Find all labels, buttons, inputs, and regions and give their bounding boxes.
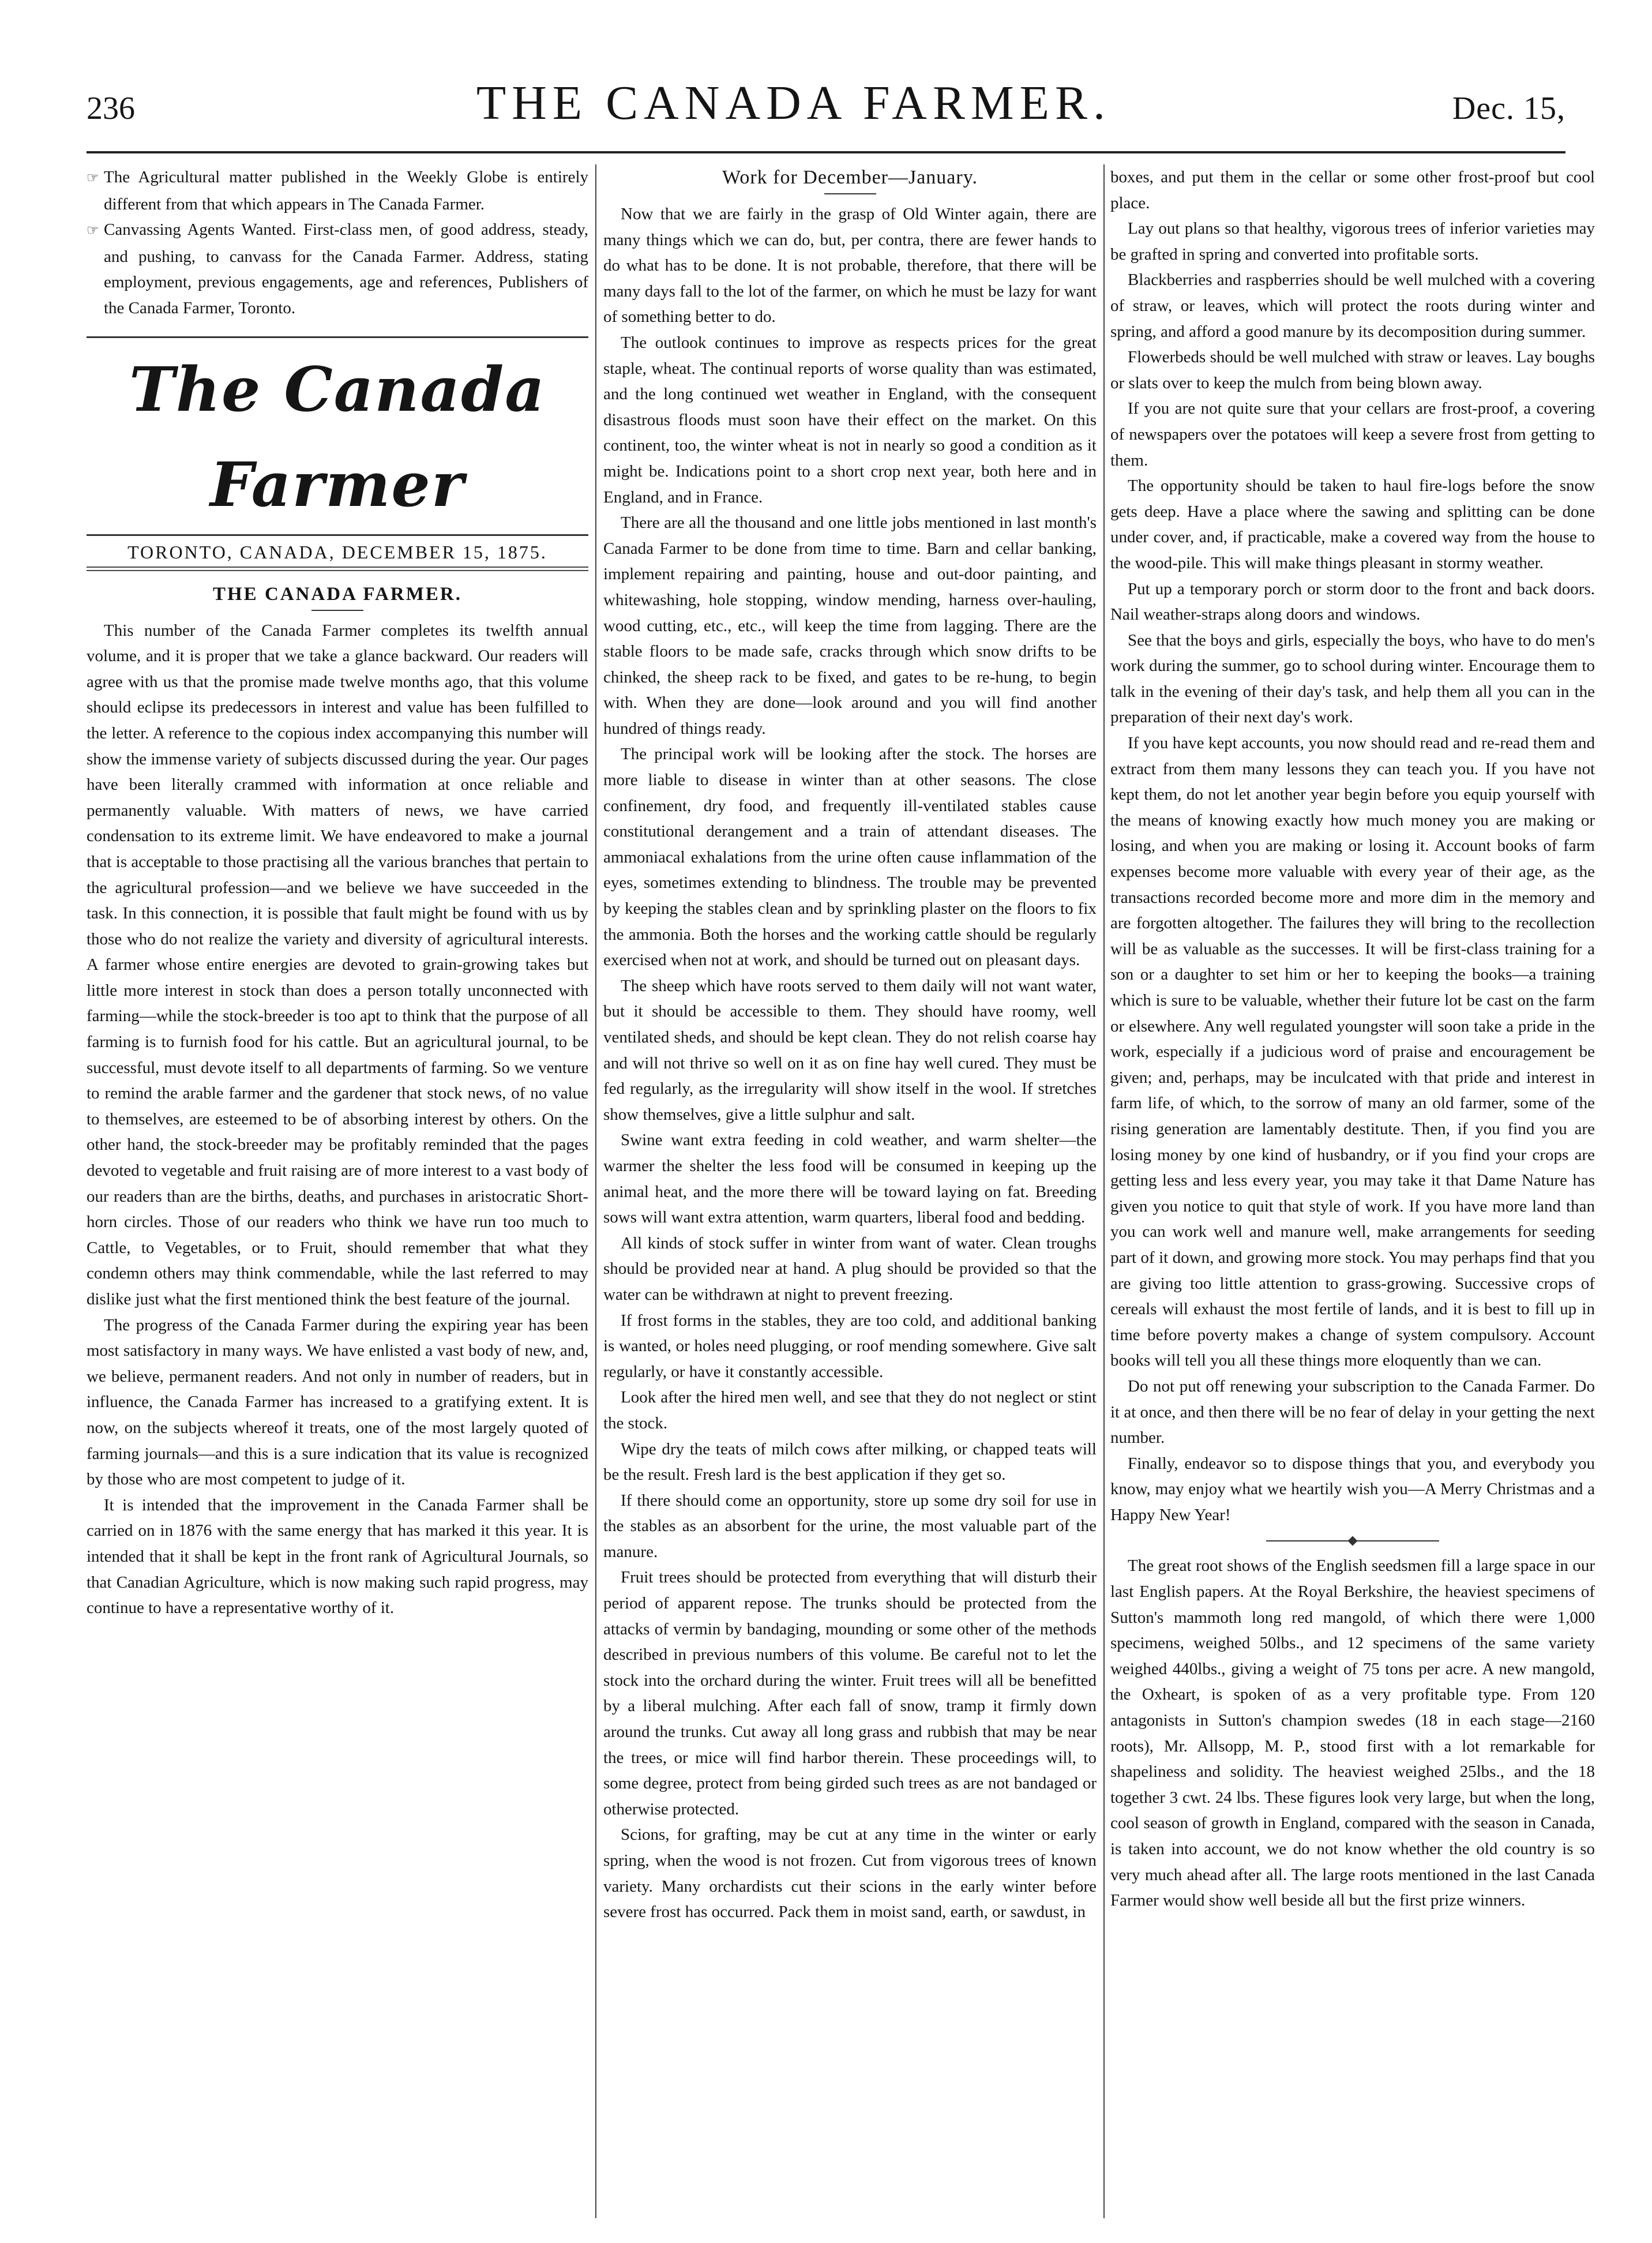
running-title: THE CANADA FARMER.	[476, 76, 1112, 130]
article-paragraph: See that the boys and girls, especially the boys, who have to do men's work during the summer, go to school during winter. Encourage them to talk in the evening of their day's task, and help them all you can in the preparation of their next day's work.	[1110, 631, 1595, 727]
article-paragraph: There are all the thousand and one little jobs mentioned in last month's Canada Farmer to be done from time to time. Barn and cellar banking, implement repairing and painting, house and out-door painting, and whitewashing, hole stopping, window mending, harness over-hauling, wood cutting, etc., etc., will keep the time from lagging. There are the stable floors to be made safe, cracks through which snow drifts to be chinked, the sheep rack to be fixed, and gates to be re-hung, to begin with. When they are done—look around and you will find another hundred of things ready.	[603, 513, 1097, 738]
column-divider	[595, 164, 596, 2218]
article-paragraph: The opportunity should be taken to haul fire-logs before the snow gets deep. Have a place where the sawing and splitting can be done under cover, and, if practicable, make a covered way from the house to the wood-pile. This will make things pleasant in stormy weather.	[1110, 477, 1595, 572]
article-paragraph: Look after the hired men well, and see that they do not neglect or stint the stock.	[603, 1388, 1097, 1432]
masthead-title: The Canada Farmer	[129, 352, 546, 520]
divider	[311, 610, 363, 611]
ornamental-divider	[1266, 1540, 1439, 1541]
divider	[87, 570, 588, 571]
issue-date: Dec. 15,	[1452, 91, 1565, 126]
pointing-hand-icon: ☞	[87, 223, 99, 239]
column-2	[603, 164, 1097, 2218]
page-number: 236	[87, 91, 135, 126]
column-divider	[1103, 164, 1105, 2218]
article-paragraph: All kinds of stock suffer in winter from want of water. Clean troughs should be provided near at hand. A plug should be provided so that the water can be withdrawn at night to prevent freezing.	[603, 1233, 1097, 1304]
column-1	[87, 164, 588, 2218]
article-paragraph: Fruit trees should be protected from everything that will disturb their period of apparent repose. The trunks should be protected from the attacks of vermin by bandaging, mounding or some other of the methods described in previous numbers of this volume. Be careful not to let the stock into the orchard during the winter. Fruit trees will all be benefitted by a liberal mulching. After each fall of snow, tramp it firmly down around the trunks. Cut away all long grass and rubbish that may be near the trees, or mice will find harbor therein. These proceedings will, to some degree, protect from being girded such trees as are not bandaged or otherwise protected.	[603, 1568, 1097, 1818]
article-paragraph: Flowerbeds should be well mulched with straw or leaves. Lay boughs or slats over to keep the mulch from being blown away.	[1110, 348, 1595, 392]
header-rule	[87, 151, 1565, 153]
notice-paragraph	[87, 217, 588, 321]
article-paragraph: If you are not quite sure that your cellars are frost-proof, a covering of newspapers over the potatoes will keep a severe frost from getting to them.	[1110, 399, 1595, 470]
editorial-paragraph: This number of the Canada Farmer completes its twelfth annual volume, and it is proper that we take a glance backward. Our readers will agree with us that the promise made twelve months ago, that this volume should eclipse its predecessors in interest and value has been fulfilled to the letter. A reference to the copious index accompanying this number will show the immense variety of subjects discussed during the year. Our pages have been literally crammed with information at once reliable and permanently valuable. With matters of news, we have carried condensation to its extreme limit. We have endeavored to make a journal that is acceptable to those practising all the various branches that pertain to the agricultural profession—and we believe we have succeeded in the task. In this connection, it is possible that fault might be found with us by those who do not realize the variety and diversity of agricultural interests. A farmer whose entire energies are devoted to grain-growing takes but little more interest in stock than does a person totally unconnected with farming—while the stock-breeder is too apt to think that the purpose of all farming is to furnish food for his cattle. But an agricultural journal, to be successful, must devote itself to all departments of farming. So we venture to remind the arable farmer and the gardener that stock news, of no value to themselves, are esteemed to be of absorbing interest by others. On the other hand, the stock-breeder may be profitably reminded that the pages devoted to vegetable and fruit raising are of more interest to a vast body of our readers than are the births, deaths, and purchases in aristocratic Short-horn circles. Those of our readers who think we have run too much to Cattle, to Vegetables, or to Fruit, should remember that what they condemn others may think commendable, while the last referred to may dislike just what the first mentioned think the best feature of the journal.	[87, 621, 588, 1308]
article-paragraph: Put up a temporary porch or storm door to the front and back doors. Nail weather-straps along doors and windows.	[1110, 579, 1595, 624]
notice-text: Canvassing Agents Wanted. First-class men, of good address, steady, and pushing, to canvass for the Canada Farmer. Address, stating employment, previous engagements, age and references, Publishers of the Canada Farmer, Toronto.	[104, 220, 588, 317]
dateline: TORONTO, CANADA, DECEMBER 15, 1875.	[127, 541, 547, 562]
article-heading: Work for December—January.	[722, 167, 978, 188]
article-paragraph: If you have kept accounts, you now should read and re-read them and extract from them many lessons they can teach you. If you have not kept them, do not let another year begin before you equip yourself with the means of knowing exactly how much money you are making or losing, and when you are making or losing it. Account books of farm expenses become more valuable with every year of their age, as the transactions recorded become more and more dim in the memory and are forgotten altogether. The failures they will bring to the recollection will be as valuable as the successes. It will be first-class training for a son or a daughter to set him or her to keeping the books—a training which is sure to be valuable, whether their future lot be cast on the farm or elsewhere. Any well regulated youngster will soon take a pride in the work, especially if a judicious word of praise and encouragement be given; and, perhaps, may be inculcated with that pride and interest in farm life, of which, to the sorrow of many an old farmer, some of the rising generation are lamentably destitute. Then, if you find you are losing money by one kind of husbandry, or if you find your crops are getting less and less every year, you may take it that Dame Nature has given you notice to quit that style of work. If you have more land than you can work well and manure well, make arrangements for seeding part of it down, and growing more stock. You may perhaps find that you are giving too little attention to grass-growing. Successive crops of cereals will exhaust the most fertile of lands, and it is best to fill up in time before poverty makes a change of system compulsory. Account books will tell you all these things more eloquently than we can.	[1110, 734, 1595, 1370]
editorial-heading: THE CANADA FARMER.	[213, 583, 462, 605]
editorial-paragraph: The progress of the Canada Farmer during the expiring year has been most satisfactory in many ways. We have enlisted a vast body of new, and, we believe, permanent readers. And not only in number of readers, but in influence, the Canada Farmer has increased to a gratifying extent. It is now, on the subjects whereof it treats, one of the most largely quoted of farming journals—and this is a sure indication that its value is recognized by those who are most competent to judge of it.	[87, 1315, 588, 1489]
article-paragraph: The sheep which have roots served to them daily will not want water, but it should be accessible to them. They should have roomy, well ventilated sheds, and should be kept clean. They do not relish coarse hay and will not thrive so well on it as on fine hay well cured. They must be fed regularly, as the irregularity will show itself in the wool. If stretches show themselves, give a little sulphur and salt.	[603, 976, 1097, 1124]
article-paragraph: Blackberries and raspberries should be well mulched with a covering of straw, or leaves, which will protect the roots during winter and spring, and afford a good manure by its decomposition during summer.	[1110, 271, 1595, 341]
notice-text: The Agricultural matter published in the Weekly Globe is entirely different from that which appears in The Canada Farmer.	[104, 168, 588, 213]
article-paragraph: If frost forms in the stables, they are too cold, and additional banking is wanted, or holes need plugging, or roof mending somewhere. Give salt regularly, or have it constantly accessible.	[603, 1311, 1097, 1381]
article-paragraph: Wipe dry the teats of milch cows after milking, or chapped teats will be the result. Fresh lard is the best application if they get so.	[603, 1439, 1097, 1484]
masthead	[87, 336, 588, 536]
notice-paragraph	[87, 164, 588, 217]
divider	[824, 193, 876, 194]
article-paragraph: If there should come an opportunity, store up some dry soil for use in the stables as an absorbent for the urine, the most valuable part of the manure.	[603, 1491, 1097, 1561]
editorial-paragraph: It is intended that the improvement in the Canada Farmer shall be carried on in 1876 with the same energy that has marked it this year. It is intended that it shall be kept in the front rank of Agricultural Journals, so that Canadian Agriculture, which is now making such rapid progress, may continue to have a representative worthy of it.	[87, 1495, 588, 1618]
article-paragraph: Do not put off renewing your subscription to the Canada Farmer. Do it at once, and then there will be no fear of delay in your getting the next number.	[1110, 1376, 1595, 1447]
article-paragraph: Now that we are fairly in the grasp of Old Winter again, there are many things which we can do, but, per contra, there are fewer hands to do what has to be done. It is not probable, therefore, that there will be many days fall to the lot of the farmer, on which he must be lazy for want of something better to do.	[603, 205, 1097, 327]
article-paragraph: The outlook continues to improve as respects prices for the great staple, wheat. The continual reports of worse quality than was estimated, and the long continued wet weather in England, with the consequent disastrous floods must soon have their effect on the market. On this continent, too, the winter wheat is not in nearly so good a condition as it might be. Indications point to a short crop next year, both here and in England, and in France.	[603, 333, 1097, 507]
article-paragraph: Scions, for grafting, may be cut at any time in the winter or early spring, when the wood is not frozen. Cut from vigorous trees of known variety. Many orchardists cut their scions in the early winter before severe frost has occurred. Pack them in moist sand, earth, or sawdust, in	[603, 1825, 1097, 1922]
pointing-hand-icon: ☞	[87, 171, 99, 186]
root-shows-paragraph: The great root shows of the English seedsmen fill a large space in our last English papers. At the Royal Berkshire, the heaviest specimens of Sutton's mammoth long red mangold, of which there were 1,000 specimens, weighed 50lbs., and 12 specimens of the same variety weighed 440lbs., giving a weight of 75 tons per acre. A new mangold, the Oxheart, is spoken of as a very profitable type. From 120 antagonists in Sutton's champion swedes (18 in each stage—2160 roots), Mr. Allsopp, M. P., stood first with a lot remarkable for shapeliness and solidity. The heaviest weighed 25lbs., and the 18 together 3 cwt. 24 lbs. These figures look very large, but when the long, cool season of growth in England, compared with the season in Canada, is taken into account, we do not know whether the old country is so very much ahead after all. The large roots mentioned in the last Canada Farmer would show well beside all but the first prize winners.	[1110, 1556, 1595, 1910]
article-paragraph: Swine want extra feeding in cold weather, and warm shelter—the warmer the shelter the less food will be consumed in keeping up the animal heat, and the more there will be toward laying on fat. Breeding sows will want extra attention, warm quarters, liberal food and bedding.	[603, 1131, 1097, 1227]
article-continuation: boxes, and put them in the cellar or some other frost-proof but cool place.	[1110, 168, 1595, 212]
divider	[87, 567, 588, 568]
article-paragraph: Lay out plans so that healthy, vigorous trees of inferior varieties may be grafted in spring and converted into profitable sorts.	[1110, 219, 1595, 264]
running-head	[87, 75, 1565, 150]
article-paragraph: Finally, endeavor so to dispose things that you, and everybody you know, may enjoy what we heartily wish you—A Merry Christmas and a Happy New Year!	[1110, 1454, 1595, 1524]
column-3	[1110, 164, 1595, 2218]
article-paragraph: The principal work will be looking after the stock. The horses are more liable to disease in winter than at other seasons. The close confinement, dry food, and frequently ill-ventilated stables cause constitutional derangement and a train of attendant diseases. The ammoniacal exhalations from the urine often cause inflammation of the eyes, sometimes extending to blindness. The trouble may be prevented by keeping the stables clean and by sprinkling plaster on the floors to fix the ammonia. Both the horses and the working cattle should be regularly exercised when not at work, and should be turned out on pleasant days.	[603, 745, 1097, 970]
